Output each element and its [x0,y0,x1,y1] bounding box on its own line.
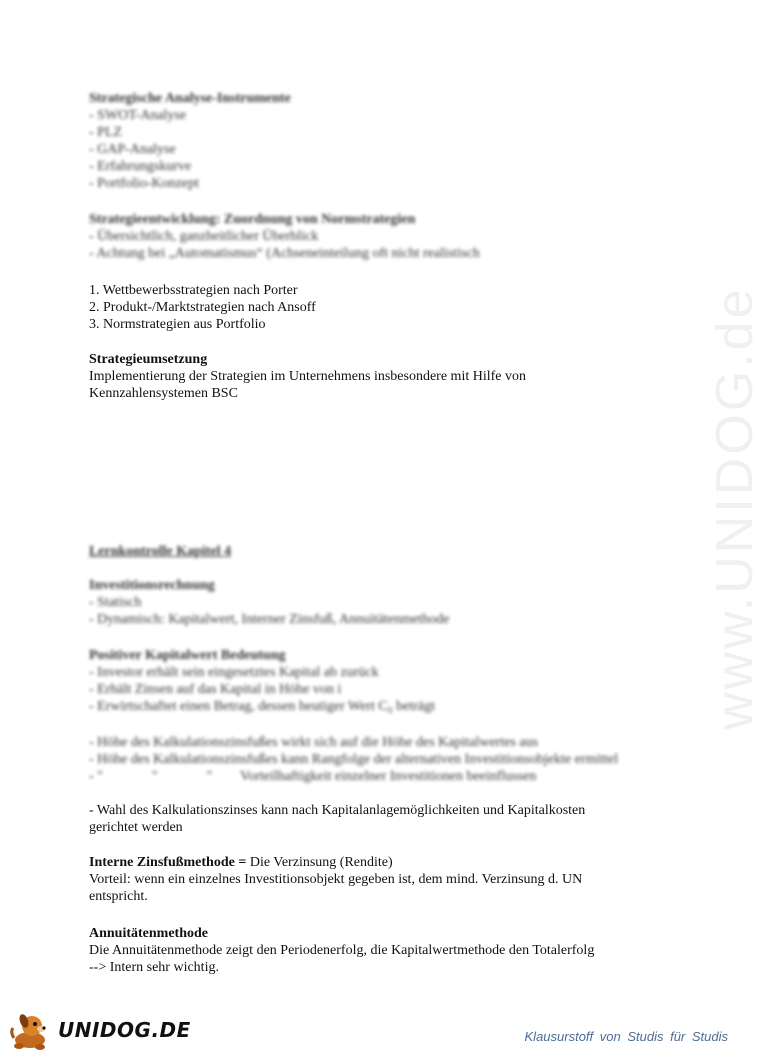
list-item: - Erfahrungskurve [89,159,192,174]
list-item: - Übersichtlich, ganzheitlicher Überblick [89,229,319,244]
implementation-title: Strategieumsetzung [89,352,208,367]
list-item: - Höhe des Kalkulationszinsfußes wirkt sich auf die Höhe des Kapitalwertes aus [89,735,539,750]
list-item: - Höhe des Kalkulationszinsfußes kann Rangfolge der alternativen Investitionsobjekte ermittel [89,752,619,767]
chapter-title: Lernkontrolle Kapitel 4 [89,544,232,559]
list-item: 2. Produkt-/Marktstrategien nach Ansoff [89,300,316,315]
irr-title: Interne Zinsfußmethode = [89,855,247,870]
logo-text: UNIDOG.DE [58,1018,191,1042]
paragraph-line: - Wahl des Kalkulationszinses kann nach Kapitalanlagemöglichkeiten und Kapitalkosten [89,803,586,818]
numbered-list [89,282,689,333]
investment-section [89,577,689,628]
annuity-section [89,925,689,976]
investment-title: Investitionsrechnung [89,578,215,593]
paragraph-line: Die Annuitätenmethode zeigt den Periodenerfolg, die Kapitalwertmethode den Totalerfolg [89,943,595,958]
irr-title-rest: Die Verzinsung (Rendite) [246,855,393,870]
list-item: - Investor erhält sein eingesetztes Kapital ab zurück [89,665,379,680]
implementation-section [89,351,689,402]
list-item: - Portfolio-Konzept [89,176,200,191]
irr-section [89,854,689,905]
analysis-section [89,90,689,192]
development-section [89,211,689,262]
paragraph-line: Implementierung der Strategien im Unternehmens insbesondere mit Hilfe von [89,369,526,384]
paragraph-line: entspricht. [89,889,148,904]
positive-kw-title: Positiver Kapitalwert Bedeutung [89,648,286,663]
rate-effects-section [89,734,689,785]
list-item: - " " " Vorteilhaftigkeit einzelner Investitionen beeinflussen [89,769,537,784]
analysis-title: Strategische Analyse-Instrumente [89,91,291,106]
list-item: - Achtung bei „Automatismus“ (Achseneinteilung oft nicht realistisch [89,246,480,261]
development-title: Strategieentwicklung: Zuordnung von Normstrategien [89,212,416,227]
annuity-title: Annuitätenmethode [89,926,209,941]
list-item: - Dynamisch: Kapitalwert, Interner Zinsfuß, Annuitätenmethode [89,612,450,627]
paragraph-line: Vorteil: wenn ein einzelnes Investitionsobjekt gegeben ist, dem mind. Verzinsung d. UN [89,872,583,887]
chapter-section [89,543,689,560]
list-item: - SWOT-Analyse [89,108,187,123]
list-item: 1. Wettbewerbsstrategien nach Porter [89,283,298,298]
list-item: - PLZ [89,125,123,140]
list-item: - Statisch [89,595,142,610]
list-item: - GAP-Analyse [89,142,176,157]
dog-mascot-icon [10,1008,56,1052]
footer-tagline: Klausurstoff von Studis für Studis [524,1029,728,1044]
list-item: - Erhält Zinsen auf das Kapital in Höhe von i [89,682,342,697]
list-item: 3. Normstrategien aus Portfolio [89,317,266,332]
unidog-logo [10,1008,191,1052]
paragraph-line: Kennzahlensystemen BSC [89,386,238,401]
watermark: www.UNIDOG.de [706,286,764,730]
paragraph-line: --> Intern sehr wichtig. [89,960,219,975]
positive-kw-section [89,647,689,715]
paragraph-line: gerichtet werden [89,820,183,835]
list-item: - Erwirtschaftet einen Betrag, dessen heutiger Wert C₀ beträgt [89,699,435,714]
choice-section [89,802,689,836]
